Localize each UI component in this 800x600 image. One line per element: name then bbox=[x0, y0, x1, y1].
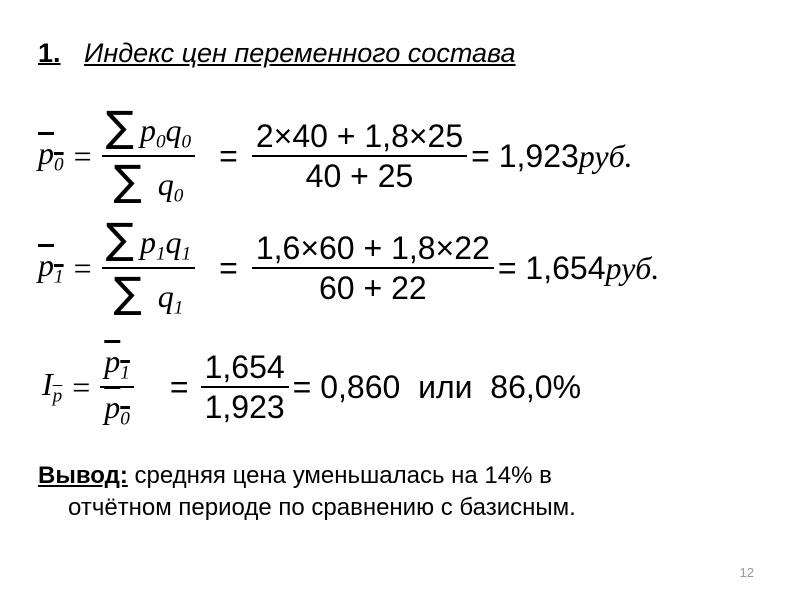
index-lhs-var: $I_{\overline{p}}$ bbox=[42, 365, 63, 407]
index-lhs-eq: = bbox=[72, 368, 91, 405]
p1-calc-eq: = bbox=[219, 249, 238, 286]
p0-lhs-eq: = bbox=[73, 137, 92, 174]
sigma-symbol: ∑ bbox=[105, 102, 134, 151]
heading-title: Индекс цен переменного состава bbox=[84, 38, 516, 68]
p0-calc-denominator: 40 + 25 bbox=[305, 157, 414, 194]
index-calc-denominator: 1,923 bbox=[204, 388, 285, 425]
p0-lhs-var: $p_0$ bbox=[38, 134, 64, 176]
index-calc-numerator: 1,654 bbox=[204, 348, 285, 385]
index-result: = 0,860 или 86,0% bbox=[292, 368, 582, 405]
conclusion-line2: отчётном периоде по сравнению с базисным. bbox=[68, 494, 576, 521]
p1-calc-numerator: 1,6×60 + 1,8×22 bbox=[255, 229, 490, 266]
conclusion-line1: средняя цена уменьшалась на 14% в bbox=[127, 462, 552, 489]
p0-calc-numerator: 2×40 + 1,8×25 bbox=[255, 117, 464, 154]
page-number: 12 bbox=[739, 565, 754, 580]
sigma-symbol: ∑ bbox=[113, 155, 142, 205]
heading-number: 1. bbox=[38, 38, 61, 68]
formula-index bbox=[42, 345, 581, 429]
conclusion bbox=[38, 460, 738, 524]
sigma-symbol: ∑ bbox=[113, 267, 142, 317]
index-calc-fraction bbox=[201, 348, 289, 425]
index-calc-eq: = bbox=[169, 368, 189, 405]
p0-calc-eq: = bbox=[219, 137, 238, 174]
formula-p1 bbox=[38, 214, 660, 319]
sigma-symbol: ∑ bbox=[105, 214, 134, 263]
formula-p0 bbox=[38, 102, 633, 207]
slide-heading bbox=[38, 38, 516, 69]
p0-unit: руб. bbox=[578, 137, 633, 174]
index-ratio-fraction: $\frac{p_1}{p_0}$ bbox=[100, 345, 134, 429]
p0-calc-fraction bbox=[252, 117, 467, 194]
p1-lhs-eq: = bbox=[73, 249, 92, 286]
p1-weighted-fraction: $\frac{\sum p_1q_1}{\sum q_1}$ bbox=[102, 218, 196, 318]
p1-lhs-var: $p_1$ bbox=[38, 246, 64, 288]
p0-weighted-fraction: $\frac{\sum p_0q_0}{\sum q_0}$ bbox=[102, 106, 196, 206]
p1-calc-denominator: 60 + 22 bbox=[319, 269, 427, 306]
p1-unit: руб. bbox=[605, 249, 660, 286]
p1-calc-fraction bbox=[252, 229, 494, 306]
p0-result: = 1,923 bbox=[471, 137, 579, 174]
conclusion-label: Вывод: bbox=[38, 462, 128, 489]
p1-result: = 1,654 bbox=[497, 249, 606, 286]
